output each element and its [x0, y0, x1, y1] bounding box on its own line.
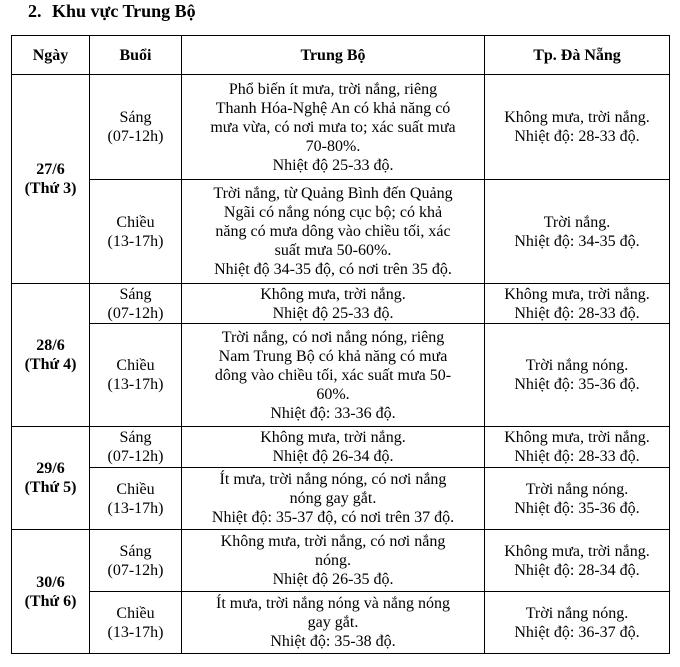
session-hours: (13-17h) [107, 232, 164, 250]
session-session: Chiều [116, 213, 155, 231]
central-forecast-cell [182, 592, 485, 654]
forecast-line: Nam Trung Bộ có khả năng có mưa [218, 347, 448, 365]
session-cell [90, 324, 182, 427]
header-danang: Tp. Đà Nẵng [485, 36, 670, 75]
danang-forecast-cell [485, 75, 670, 180]
forecast-line: suất mưa 50-60%. [274, 242, 392, 259]
table-row [12, 427, 670, 468]
forecast-line: Nhiệt độ: 28-33 độ. [514, 448, 640, 465]
forecast-line: Không mưa, trời nắng. [504, 429, 650, 446]
day-weekday: (Thứ 4) [24, 356, 77, 373]
session-hours: (07-12h) [107, 448, 164, 465]
forecast-line: 60%. [316, 385, 350, 403]
session-session: Chiều [116, 357, 155, 374]
forecast-line: nóng. [315, 552, 351, 569]
central-forecast-cell [182, 530, 485, 592]
session-hours: (13-17h) [107, 623, 164, 641]
forecast-line: Ngãi có nắng nóng cục bộ; có khả [223, 204, 443, 221]
table-row [12, 284, 670, 324]
forecast-line: Trời nắng nóng. [525, 357, 629, 374]
danang-forecast-cell [485, 180, 670, 284]
session-hours: (13-17h) [107, 499, 164, 517]
section-number: 2. [28, 1, 42, 21]
forecast-line: Nhiệt độ: 33-36 độ. [270, 404, 396, 422]
central-forecast-cell [182, 284, 485, 324]
forecast-line: Không mưa, trời nắng, có nơi nắng [220, 533, 446, 550]
forecast-line: Nhiệt độ 34-35 độ, có nơi trên 35 độ. [214, 261, 452, 278]
danang-forecast-cell [485, 468, 670, 530]
forecast-line: Không mưa, trời nắng. [504, 109, 650, 126]
table-row [12, 324, 670, 427]
session-hours: (07-12h) [107, 304, 164, 322]
forecast-line: năng có mưa dông vào chiều tối, xác [215, 223, 451, 240]
forecast-line: Nhiệt độ: 35-38 độ. [270, 633, 396, 650]
table-body [12, 75, 670, 654]
session-cell [90, 427, 182, 468]
section-heading [28, 0, 196, 22]
header-day: Ngày [12, 36, 90, 75]
table-header-row [12, 36, 670, 75]
day-date: 29/6 [36, 460, 65, 477]
central-forecast-cell [182, 324, 485, 427]
central-forecast-cell [182, 468, 485, 530]
danang-forecast-cell [485, 427, 670, 468]
day-cell [12, 530, 90, 654]
central-forecast-cell [182, 75, 485, 180]
central-forecast-cell [182, 427, 485, 468]
day-cell [12, 75, 90, 284]
session-hours: (13-17h) [107, 376, 164, 393]
session-cell [90, 592, 182, 654]
session-session: Sáng [119, 542, 152, 560]
forecast-line: Không mưa, trời nắng. [260, 285, 406, 303]
session-cell [90, 284, 182, 324]
forecast-line: Thanh Hóa-Nghệ An có khả năng có [215, 99, 451, 117]
danang-forecast-cell [485, 530, 670, 592]
day-cell [12, 284, 90, 427]
danang-forecast-cell [485, 592, 670, 654]
table-row [12, 468, 670, 530]
session-cell [90, 180, 182, 284]
day-date: 30/6 [36, 573, 65, 591]
forecast-line: Nhiệt độ: 35-36 độ. [514, 376, 640, 393]
session-session: Sáng [119, 109, 152, 126]
forecast-line: 70-80%. [305, 137, 361, 155]
forecast-line: Nhiệt độ 26-34 độ. [272, 448, 394, 465]
forecast-line: mưa vừa, có nơi mưa to; xác suất mưa [210, 118, 456, 136]
session-hours: (07-12h) [107, 128, 164, 145]
forecast-line: Nhiệt độ 26-35 độ. [272, 571, 394, 588]
day-weekday: (Thứ 6) [24, 592, 77, 610]
forecast-line: Trời nắng nóng. [525, 480, 629, 498]
session-session: Chiều [116, 480, 155, 498]
session-session: Chiều [116, 604, 155, 622]
forecast-line: Trời nắng, từ Quảng Bình đến Quảng [213, 185, 453, 202]
forecast-line: Trời nắng, có nơi nắng nóng, riêng [221, 328, 445, 346]
session-session: Sáng [119, 285, 152, 303]
forecast-line: Không mưa, trời nắng. [260, 429, 406, 446]
session-cell [90, 530, 182, 592]
forecast-line: Nhiệt độ: 36-37 độ. [514, 623, 640, 641]
session-hours: (07-12h) [107, 561, 164, 579]
central-forecast-cell [182, 180, 485, 284]
forecast-line: Nhiệt độ 25-33 độ. [272, 156, 394, 174]
forecast-line: nóng gay gắt. [289, 490, 377, 507]
forecast-line: Trời nắng. [543, 213, 611, 231]
forecast-line: dông vào chiều tối, xác suất mưa 50- [214, 366, 452, 384]
danang-forecast-cell [485, 324, 670, 427]
forecast-line: Không mưa, trời nắng. [504, 285, 650, 303]
section-title: Khu vực Trung Bộ [52, 1, 196, 21]
forecast-line: Nhiệt độ: 28-33 độ. [514, 128, 640, 145]
session-session: Sáng [119, 429, 152, 446]
day-weekday: (Thứ 5) [24, 479, 77, 496]
header-session: Buổi [90, 36, 182, 75]
weather-forecast-table [11, 35, 670, 654]
forecast-line: Ít mưa, trời nắng nóng và nắng nóng [216, 595, 450, 612]
day-date: 27/6 [36, 161, 65, 178]
table-row [12, 180, 670, 284]
forecast-line: Nhiệt độ: 28-33 độ. [514, 304, 640, 322]
forecast-line: gay gắt. [307, 614, 359, 631]
forecast-line: Trời nắng nóng. [525, 604, 629, 622]
forecast-line: Ít mưa, trời nắng nóng, có nơi nắng [219, 471, 447, 488]
forecast-line: Nhiệt độ: 34-35 độ. [514, 232, 640, 250]
header-central: Trung Bộ [182, 36, 485, 75]
table-row [12, 75, 670, 180]
forecast-line: Phổ biến ít mưa, trời nắng, riêng [228, 80, 438, 98]
forecast-line: Nhiệt độ: 28-34 độ. [514, 561, 640, 579]
day-date: 28/6 [36, 337, 65, 354]
forecast-line: Nhiệt độ 25-33 độ. [272, 304, 394, 322]
forecast-line: Nhiệt độ: 35-37 độ, có nơi trên 37 độ. [211, 509, 455, 526]
forecast-line: Nhiệt độ: 35-36 độ. [514, 499, 640, 517]
session-cell [90, 468, 182, 530]
day-cell [12, 427, 90, 530]
forecast-line: Không mưa, trời nắng. [504, 542, 650, 560]
day-weekday: (Thứ 3) [24, 180, 77, 197]
danang-forecast-cell [485, 284, 670, 324]
session-cell [90, 75, 182, 180]
table-row [12, 530, 670, 592]
table-row [12, 592, 670, 654]
